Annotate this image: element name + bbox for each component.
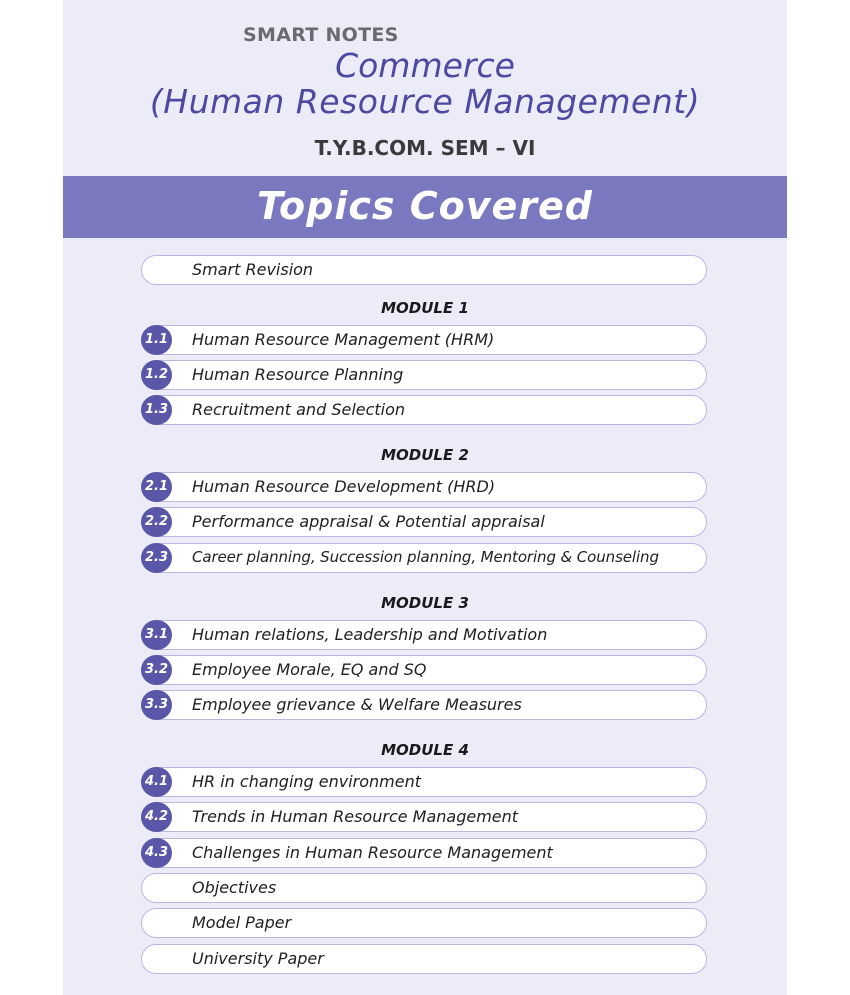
topic-row[interactable] bbox=[141, 838, 707, 868]
topic-row-model-paper[interactable] bbox=[141, 908, 707, 938]
topic-row-smart-revision[interactable] bbox=[141, 255, 707, 285]
topic-label: Performance appraisal & Potential appraisal bbox=[192, 512, 545, 531]
topic-label: Recruitment and Selection bbox=[192, 400, 406, 419]
topic-row[interactable] bbox=[141, 325, 707, 355]
topic-row[interactable] bbox=[141, 360, 707, 390]
topic-label: Human Resource Management (HRM) bbox=[192, 330, 495, 349]
topic-number-badge: 1.3 bbox=[141, 395, 172, 425]
topic-row-objectives[interactable] bbox=[141, 873, 707, 903]
topic-number-badge: 2.3 bbox=[141, 543, 172, 573]
topic-label: Human Resource Planning bbox=[192, 365, 404, 384]
course-title: (Human Resource Management) bbox=[149, 82, 701, 121]
topic-number-badge: 3.1 bbox=[141, 620, 172, 650]
topic-label: Trends in Human Resource Management bbox=[192, 807, 519, 826]
topic-row[interactable] bbox=[141, 472, 707, 502]
topic-row[interactable] bbox=[141, 802, 707, 832]
topic-number-badge: 2.1 bbox=[141, 472, 172, 502]
topic-label: Employee grievance & Welfare Measures bbox=[192, 695, 522, 714]
banner-title: Topics Covered bbox=[257, 184, 593, 228]
subject-title: Commerce bbox=[335, 46, 515, 85]
topics-banner bbox=[63, 176, 787, 238]
topic-number-badge: 3.2 bbox=[141, 655, 172, 685]
topic-label: University Paper bbox=[192, 949, 324, 968]
topic-number-badge: 1.2 bbox=[141, 360, 172, 390]
topic-row[interactable] bbox=[141, 620, 707, 650]
topic-number-badge: 1.1 bbox=[141, 325, 172, 355]
topic-row[interactable] bbox=[141, 395, 707, 425]
course-label: T.Y.B.COM. SEM – VI bbox=[314, 136, 536, 160]
module-heading: MODULE 2 bbox=[381, 446, 469, 464]
topic-label: Model Paper bbox=[192, 913, 292, 932]
topic-row[interactable] bbox=[141, 767, 707, 797]
topic-label: Human relations, Leadership and Motivation bbox=[192, 625, 548, 644]
brand-label: SMART NOTES bbox=[243, 24, 399, 46]
topic-label: Objectives bbox=[192, 878, 277, 897]
topic-number-badge: 4.2 bbox=[141, 802, 172, 832]
topic-number-badge: 4.1 bbox=[141, 767, 172, 797]
topic-label: Challenges in Human Resource Management bbox=[192, 843, 553, 862]
topic-number-badge: 3.3 bbox=[141, 690, 172, 720]
topic-row[interactable] bbox=[141, 507, 707, 537]
module-heading: MODULE 1 bbox=[381, 299, 469, 317]
topic-number-badge: 4.3 bbox=[141, 838, 172, 868]
topic-row[interactable] bbox=[141, 690, 707, 720]
topic-label: Career planning, Succession planning, Mentoring & Counseling bbox=[192, 548, 659, 566]
topic-row[interactable] bbox=[141, 543, 707, 573]
topic-label: Human Resource Development (HRD) bbox=[192, 477, 496, 496]
topic-number-badge: 2.2 bbox=[141, 507, 172, 537]
topic-row[interactable] bbox=[141, 655, 707, 685]
topic-label: Employee Morale, EQ and SQ bbox=[192, 660, 427, 679]
topic-row-university-paper[interactable] bbox=[141, 944, 707, 974]
topic-label: Smart Revision bbox=[192, 260, 314, 279]
module-heading: MODULE 4 bbox=[381, 741, 469, 759]
module-heading: MODULE 3 bbox=[381, 594, 469, 612]
topic-label: HR in changing environment bbox=[192, 772, 422, 791]
